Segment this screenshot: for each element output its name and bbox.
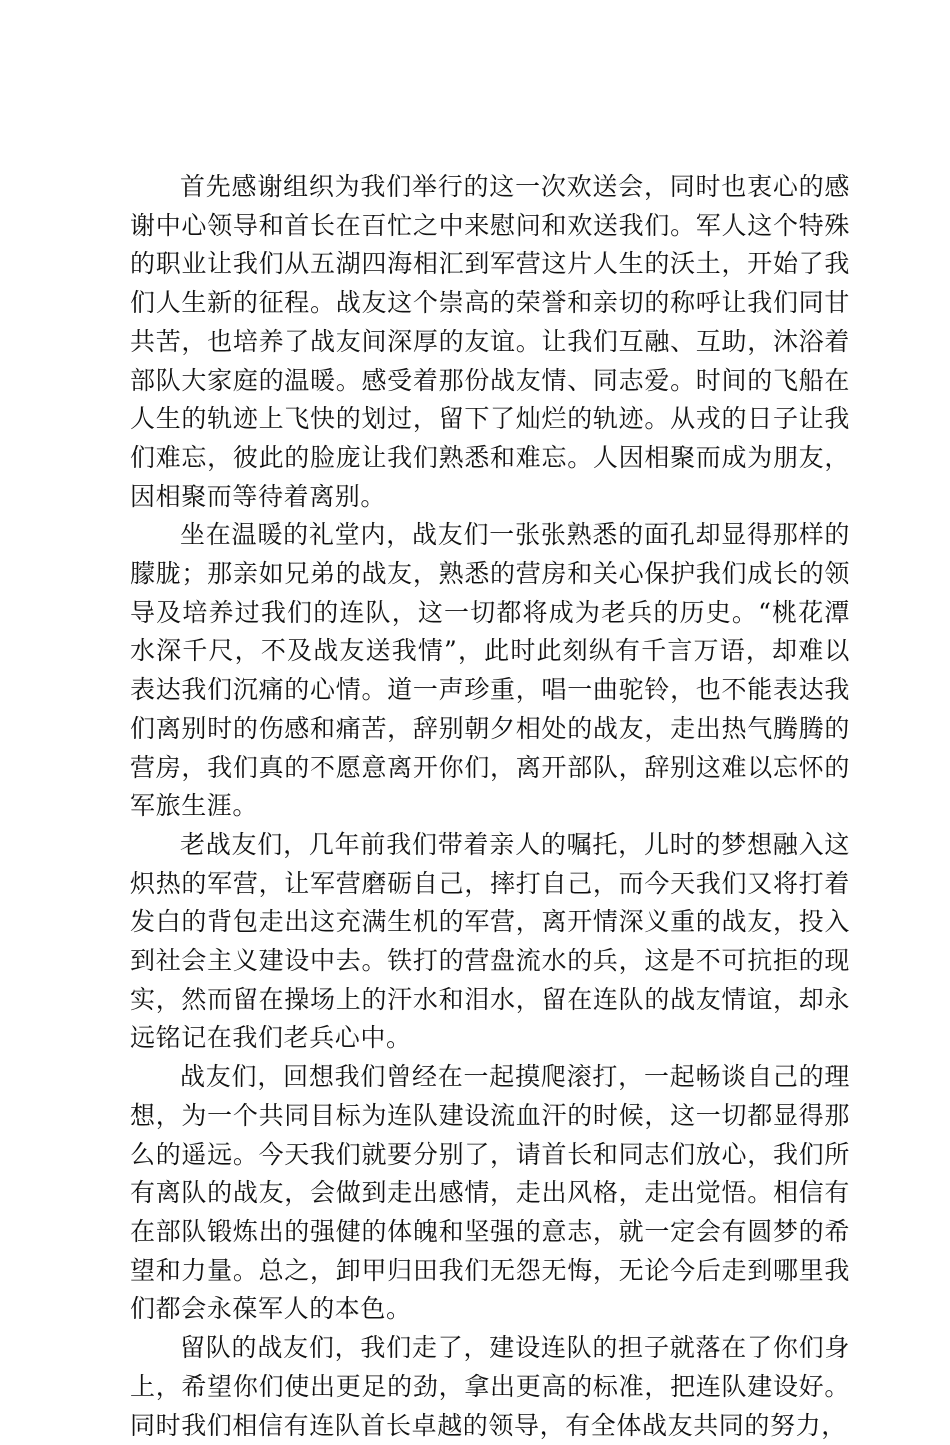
- document-body: [130, 168, 850, 1445]
- paragraph-farewell-thanks: 首先感谢组织为我们举行的这一次欢送会，同时也衷心的感谢中心领导和首长在百忙之中来慰问和欢送我们。军人这个特殊的职业让我们从五湖四海相汇到军营这片人生的沃土，开始了我们人生新的征程。战友这个崇高的荣誉和亲切的称呼让我们同甘共苦，也培养了战友间深厚的友谊。让我们互融、互助，沐浴着部队大家庭的温暖。感受着那份战友情、同志爱。时间的飞船在人生的轨迹上飞快的划过，留下了灿烂的轨迹。从戎的日子让我们难忘，彼此的脸庞让我们熟悉和难忘。人因相聚而成为朋友，因相聚而等待着离别。: [130, 172, 850, 511]
- paragraph-memories: 战友们，回想我们曾经在一起摸爬滚打，一起畅谈自己的理想，为一个共同目标为连队建设流血汗的时候，这一切都显得那么的遥远。今天我们就要分别了，请首长和同志们放心，我们所有离队的战友，会做到走出感情，走出风格，走出觉悟。相信有在部队锻炼出的强健的体魄和坚强的意志，就一定会有圆梦的希望和力量。总之，卸甲归田我们无怨无悔，无论今后走到哪里我们都会永葆军人的本色。: [130, 1062, 850, 1324]
- paragraph-old-comrades: 老战友们，几年前我们带着亲人的嘱托，儿时的梦想融入这炽热的军营，让军营磨砺自己，摔打自己，而今天我们又将打着发白的背包走出这充满生机的军营，离开情深义重的战友，投入到社会主义建设中去。铁打的营盘流水的兵，这是不可抗拒的现实，然而留在操场上的汗水和泪水，留在连队的战友情谊，却永远铭记在我们老兵心中。: [130, 829, 850, 1053]
- paragraph-auditorium: 坐在温暖的礼堂内，战友们一张张熟悉的面孔却显得那样的朦胧；那亲如兄弟的战友，熟悉的营房和关心保护我们成长的领导及培养过我们的连队，这一切都将成为老兵的历史。“桃花潭水深千尺，不及战友送我情”，此时此刻纵有千言万语，却难以表达我们沉痛的心情。道一声珍重，唱一曲驼铃，也不能表达我们离别时的伤感和痛苦，辞别朝夕相处的战友，走出热气腾腾的营房，我们真的不愿意离开你们，离开部队，辞别这难以忘怀的军旅生涯。: [130, 520, 850, 821]
- paragraph-remaining-comrades: 留队的战友们，我们走了，建设连队的担子就落在了你们身上，希望你们使出更足的劲，拿出更高的标准，把连队建设好。同时我们相信有连队首长卓越的领导，有全体战友共同的努力，: [130, 1333, 850, 1440]
